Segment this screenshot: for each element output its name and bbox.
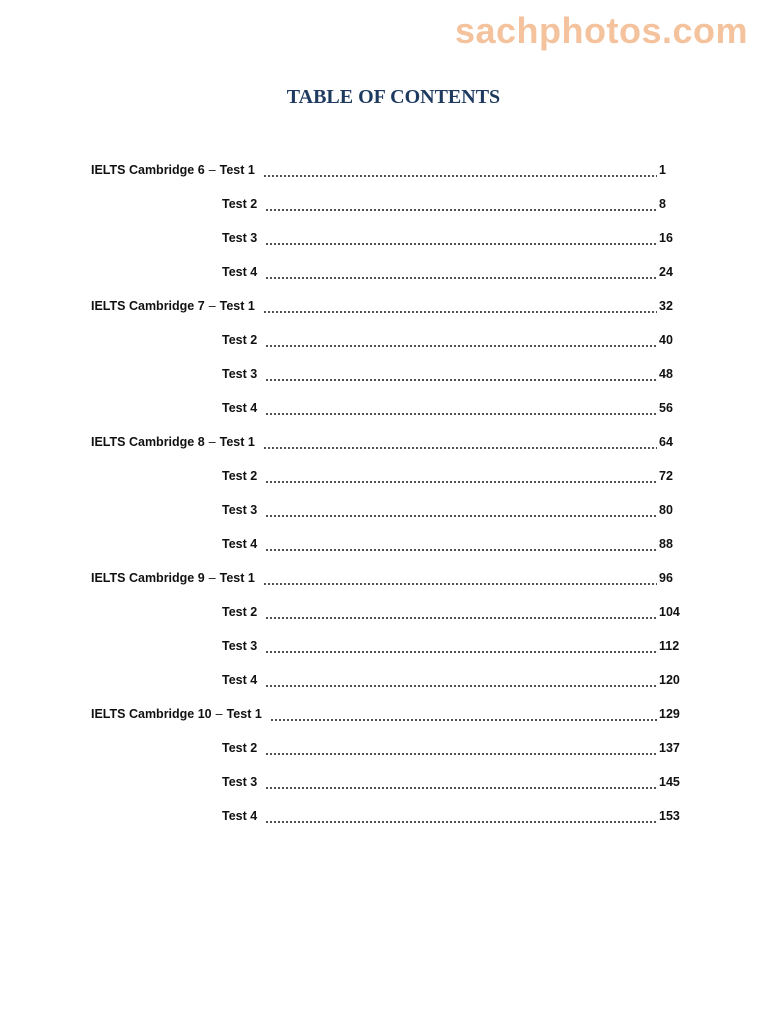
toc-entry-label: [91, 362, 257, 386]
toc-entry[interactable]: [91, 328, 683, 362]
toc-book-name: [91, 260, 222, 284]
toc-page-number: 104: [659, 605, 680, 619]
toc-book-name: IELTS Cambridge 7: [91, 299, 205, 313]
toc-book-name: [91, 396, 222, 420]
dot-leader: [265, 736, 657, 760]
toc-book-name: [91, 464, 222, 488]
toc-entry-label: [91, 600, 257, 624]
dot-leader: [265, 328, 657, 352]
dot-leader: [265, 498, 657, 522]
toc-entry[interactable]: [91, 430, 683, 464]
dot-leader: [265, 770, 657, 794]
toc-page-number: 88: [659, 537, 673, 551]
toc-page-number: 16: [659, 231, 673, 245]
toc-page-number: 48: [659, 367, 673, 381]
dot-leader: [265, 804, 657, 828]
toc-book-name: [91, 804, 222, 828]
toc-test-name: Test 2: [222, 469, 258, 483]
toc-entry-label: [91, 804, 257, 828]
toc-test-name: Test 2: [222, 197, 258, 211]
dot-leader: [265, 600, 657, 624]
toc-entry-label: [91, 668, 257, 692]
dot-leader: [263, 158, 657, 182]
toc-page-number: 56: [659, 401, 673, 415]
toc-entry-label: [91, 498, 257, 522]
toc-entry[interactable]: [91, 226, 683, 260]
toc-entry[interactable]: [91, 634, 683, 668]
toc-entry[interactable]: [91, 362, 683, 396]
toc-entry[interactable]: [91, 736, 683, 770]
toc-page-number: 8: [659, 197, 666, 211]
toc-entry[interactable]: [91, 192, 683, 226]
toc-entry-label: [91, 328, 257, 352]
toc-entry[interactable]: [91, 600, 683, 634]
toc-book-name: [91, 770, 222, 794]
toc-entry-label: [91, 566, 255, 590]
toc-test-name: Test 1: [219, 163, 255, 177]
toc-entry-label: [91, 532, 257, 556]
toc-page-number: 96: [659, 571, 673, 585]
toc-entry-label: [91, 702, 262, 726]
toc-entry[interactable]: [91, 532, 683, 566]
dot-leader: [265, 260, 657, 284]
toc-book-name: [91, 600, 222, 624]
toc-entry[interactable]: [91, 464, 683, 498]
toc-book-name: [91, 192, 222, 216]
toc-test-name: Test 1: [219, 571, 255, 585]
dot-leader: [265, 226, 657, 250]
toc-page-number: 32: [659, 299, 673, 313]
toc-separator: –: [208, 571, 216, 585]
toc-test-name: Test 3: [222, 367, 258, 381]
dot-leader: [265, 362, 657, 386]
toc-book-name: [91, 226, 222, 250]
toc-book-name: [91, 634, 222, 658]
dot-leader: [263, 430, 657, 454]
toc-entry[interactable]: [91, 158, 683, 192]
toc-page-number: 145: [659, 775, 680, 789]
toc-book-name: [91, 668, 222, 692]
toc-entry[interactable]: [91, 396, 683, 430]
toc-separator: –: [208, 299, 216, 313]
toc-test-name: Test 2: [222, 605, 258, 619]
toc-entry-label: [91, 260, 257, 284]
toc-entry[interactable]: [91, 498, 683, 532]
toc-entry-label: [91, 464, 257, 488]
toc-entry-label: [91, 430, 255, 454]
toc-test-name: Test 3: [222, 639, 258, 653]
toc-entry-label: [91, 226, 257, 250]
toc-test-name: Test 4: [222, 673, 258, 687]
dot-leader: [265, 668, 657, 692]
dot-leader: [265, 464, 657, 488]
toc-test-name: Test 4: [222, 809, 258, 823]
toc-test-name: Test 4: [222, 265, 258, 279]
toc-entry-label: [91, 634, 257, 658]
toc-page-number: 72: [659, 469, 673, 483]
dot-leader: [265, 192, 657, 216]
toc-entry-label: [91, 158, 255, 182]
toc-entry[interactable]: [91, 702, 683, 736]
toc-page-number: 1: [659, 163, 666, 177]
toc-entry[interactable]: [91, 566, 683, 600]
toc-test-name: Test 3: [222, 775, 258, 789]
dot-leader: [265, 532, 657, 556]
toc-book-name: [91, 532, 222, 556]
toc-separator: –: [208, 435, 216, 449]
toc-page-number: 120: [659, 673, 680, 687]
toc-page-number: 40: [659, 333, 673, 347]
toc-page-number: 137: [659, 741, 680, 755]
toc-test-name: Test 4: [222, 401, 258, 415]
dot-leader: [265, 634, 657, 658]
toc-book-name: [91, 328, 222, 352]
toc-page-number: 112: [659, 639, 680, 653]
toc-page-number: 24: [659, 265, 673, 279]
toc-book-name: IELTS Cambridge 8: [91, 435, 205, 449]
toc-page-number: 153: [659, 809, 680, 823]
toc-test-name: Test 2: [222, 741, 258, 755]
dot-leader: [263, 566, 657, 590]
toc-test-name: Test 3: [222, 503, 258, 517]
toc-test-name: Test 1: [226, 707, 262, 721]
toc-entry-label: [91, 736, 257, 760]
toc-book-name: IELTS Cambridge 6: [91, 163, 205, 177]
toc-page-number: 80: [659, 503, 673, 517]
toc-entry[interactable]: [91, 804, 683, 838]
toc-entry[interactable]: [91, 668, 683, 702]
toc-entry[interactable]: [91, 770, 683, 804]
dot-leader: [265, 396, 657, 420]
toc-test-name: Test 2: [222, 333, 258, 347]
toc-test-name: Test 1: [219, 299, 255, 313]
toc-page-number: 129: [659, 707, 680, 721]
toc-entry[interactable]: [91, 294, 683, 328]
dot-leader: [270, 702, 657, 726]
page-title: TABLE OF CONTENTS: [286, 86, 501, 108]
toc-book-name: IELTS Cambridge 9: [91, 571, 205, 585]
toc-list: [91, 158, 683, 838]
toc-entry-label: [91, 396, 257, 420]
toc-entry-label: [91, 294, 255, 318]
toc-book-name: [91, 498, 222, 522]
toc-test-name: Test 3: [222, 231, 258, 245]
toc-separator: –: [208, 163, 216, 177]
toc-separator: –: [215, 707, 223, 721]
toc-entry-label: [91, 192, 257, 216]
toc-entry[interactable]: [91, 260, 683, 294]
toc-entry-label: [91, 770, 257, 794]
toc-test-name: Test 4: [222, 537, 258, 551]
toc-book-name: [91, 736, 222, 760]
toc-page-number: 64: [659, 435, 673, 449]
dot-leader: [263, 294, 657, 318]
toc-test-name: Test 1: [219, 435, 255, 449]
watermark: sachphotos.com: [454, 10, 748, 51]
toc-book-name: IELTS Cambridge 10: [91, 707, 212, 721]
toc-book-name: [91, 362, 222, 386]
